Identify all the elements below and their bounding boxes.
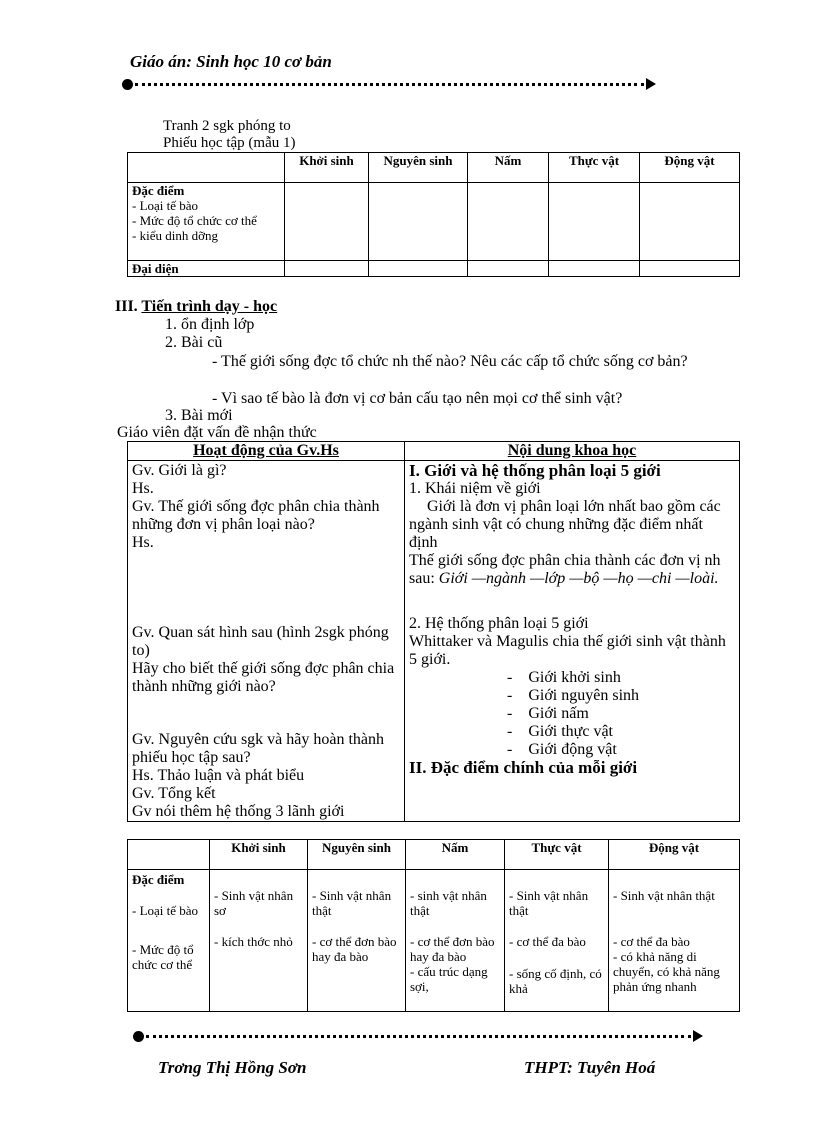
table1-cell <box>640 261 740 277</box>
table1-item: - Loại tế bào <box>132 198 199 213</box>
right-heading-1: I. Giới và hệ thống phân loại 5 giới <box>409 461 661 480</box>
table1-header-thucvat: Thực vật <box>549 153 640 183</box>
right-paragraph-2 <box>409 552 735 588</box>
left-line: Gv. Quan sát hình sau (hình 2sgk phóng to) <box>132 624 389 659</box>
left-line: Hs. Thảo luận và phát biểu <box>132 767 305 784</box>
review-question-1: - Thế giới sống đợc tổ chức nh thế nào? Nêu các cấp tổ chức sống cơ bản? <box>212 353 688 370</box>
table1-cell <box>369 183 468 261</box>
prep-line-2: Phiếu học tập (mẫu 1) <box>163 135 296 151</box>
table1-cell <box>640 183 740 261</box>
table2-col-dongvat <box>609 870 740 1012</box>
table2-header-nguyensinh: Nguyên sinh <box>308 840 406 870</box>
kingdom-item: - Giới nguyên sinh <box>507 687 640 704</box>
kingdom-list <box>409 669 735 759</box>
header-divider <box>122 77 656 91</box>
table2-col-nam <box>406 870 505 1012</box>
table2-cell: - cơ thể đa bào <box>613 934 690 949</box>
main-right-column <box>405 461 740 822</box>
step-1: 1. ổn định lớp <box>165 316 255 333</box>
footer-school: THPT: Tuyên Hoá <box>524 1058 656 1077</box>
section3-number: III. <box>115 298 138 315</box>
right-paragraph-1: Giới là đơn vị phân loại lớn nhất bao gồm các ngành sinh vật có chung những đặc điểm nhất định <box>409 498 721 551</box>
table2-label-cell-type: - Loại tế bào <box>132 903 199 918</box>
table1-cell <box>549 261 640 277</box>
table2-cell: - sống cố định, có khả <box>509 966 602 996</box>
table1-row-representative: Đại diện <box>128 261 285 277</box>
table2-cell: - Sinh vật nhân thật <box>509 888 589 918</box>
table2-cell: - có khả năng di chuyển, có khả năng phản ứng nhanh <box>613 949 720 994</box>
table2-col-khoisinh <box>210 870 308 1012</box>
table2-cell: - cơ thể đa bào <box>509 934 586 949</box>
main-left-column <box>128 461 405 822</box>
right-heading-2: II. Đặc điểm chính của mỗi giới <box>409 758 638 777</box>
table2-col-nguyensinh <box>308 870 406 1012</box>
table1-item: - kiểu dinh dỡng <box>132 228 218 243</box>
table1-cell <box>549 183 640 261</box>
table1-header-empty <box>128 153 285 183</box>
left-line: Hãy cho biết thế giới sống đợc phân chia thành những giới nào? <box>132 660 395 695</box>
table2-cell: - Sinh vật nhân thật <box>613 888 715 903</box>
table2-header-thucvat: Thực vật <box>505 840 609 870</box>
table2-header-empty <box>128 840 210 870</box>
left-line: Hs. <box>132 480 154 497</box>
worksheet-table-blank <box>127 152 740 277</box>
left-line: Gv. Thế giới sống đợc phân chia thành những đơn vị phân loại nào? <box>132 498 380 533</box>
table1-header-nam: Nấm <box>468 153 549 183</box>
left-line: Gv. Tổng kết <box>132 785 216 802</box>
prep-line-1: Tranh 2 sgk phóng to <box>163 118 291 134</box>
right-subheading-1: 1. Khái niệm về giới <box>409 480 541 497</box>
main-col1-header: Hoạt động của Gv.Hs <box>128 442 405 461</box>
table2-cell: - Sinh vật nhân thật <box>312 888 392 918</box>
lesson-main-table <box>127 441 740 822</box>
table2-label-organization: - Mức độ tổ chức cơ thể <box>132 942 194 972</box>
table2-cell: - kích thớc nhỏ <box>214 934 293 949</box>
kingdom-item: - Giới khởi sinh <box>507 669 621 686</box>
footer-divider <box>133 1029 703 1043</box>
table1-row-features-title: Đặc điểm <box>132 183 185 198</box>
table1-item: - Mức độ tổ chức cơ thể <box>132 213 257 228</box>
worksheet-table-filled <box>127 839 740 1012</box>
left-line: Gv. Nguyên cứu sgk và hãy hoàn thành phiếu học tập sau? <box>132 731 385 766</box>
header-title: Giáo án: Sinh học 10 cơ bản <box>130 52 332 71</box>
table1-header-nguyensinh: Nguyên sinh <box>369 153 468 183</box>
right-paragraph-3: Whittaker và Magulis chia thế giới sinh vật thành 5 giới. <box>409 633 726 668</box>
left-line: Hs. <box>132 534 154 551</box>
table1-cell <box>468 183 549 261</box>
table2-cell: - cấu trúc dạng sợi, <box>410 964 488 994</box>
table1-cell <box>468 261 549 277</box>
section3-heading <box>115 298 277 316</box>
step-2: 2. Bài cũ <box>165 334 223 351</box>
section3-title: Tiến trình dạy - học <box>141 298 278 315</box>
table1-row-features <box>128 183 285 261</box>
table2-col-thucvat <box>505 870 609 1012</box>
table2-cell: - sinh vật nhân thật <box>410 888 487 918</box>
table2-cell: - Sinh vật nhân sơ <box>214 888 294 918</box>
kingdom-item: - Giới nấm <box>507 705 589 722</box>
kingdom-item: - Giới thực vật <box>507 723 613 740</box>
table1-header-dongvat: Động vật <box>640 153 740 183</box>
footer-author: Trơng Thị Hồng Sơn <box>158 1058 307 1077</box>
main-col2-header: Nội dung khoa học <box>405 442 740 461</box>
table2-cell: - cơ thể đơn bào hay đa bào <box>312 934 397 964</box>
step-3: 3. Bài mới <box>165 407 233 424</box>
lesson-intro: Giáo viên đặt vấn đề nhận thức <box>117 424 317 441</box>
review-question-2: - Vì sao tế bào là đơn vị cơ bản cấu tạo nên mọi cơ thể sinh vật? <box>212 390 623 407</box>
table2-header-khoisinh: Khởi sinh <box>210 840 308 870</box>
left-line: Gv nói thêm hệ thống 3 lãnh giới <box>132 803 345 820</box>
table1-cell <box>285 183 369 261</box>
kingdom-item: - Giới động vật <box>507 741 617 758</box>
table1-header-khoisinh: Khởi sinh <box>285 153 369 183</box>
table2-cell: - cơ thể đơn bào hay đa bào <box>410 934 495 964</box>
taxonomy-ranks: Giới —ngành —lớp —bộ —họ —chi —loài. <box>438 570 719 587</box>
table2-header-nam: Nấm <box>406 840 505 870</box>
table2-header-dongvat: Động vật <box>609 840 740 870</box>
table1-cell <box>285 261 369 277</box>
right-subheading-2: 2. Hệ thống phân loại 5 giới <box>409 615 589 632</box>
right-paragraph-2-text: Thế giới sống đợc phân chia thành các đơn vị nh sau: <box>409 552 721 587</box>
left-line: Gv. Giới là gì? <box>132 462 227 479</box>
table2-row-title: Đặc điểm <box>132 872 185 887</box>
table2-row-labels <box>128 870 210 1012</box>
table1-cell <box>369 261 468 277</box>
